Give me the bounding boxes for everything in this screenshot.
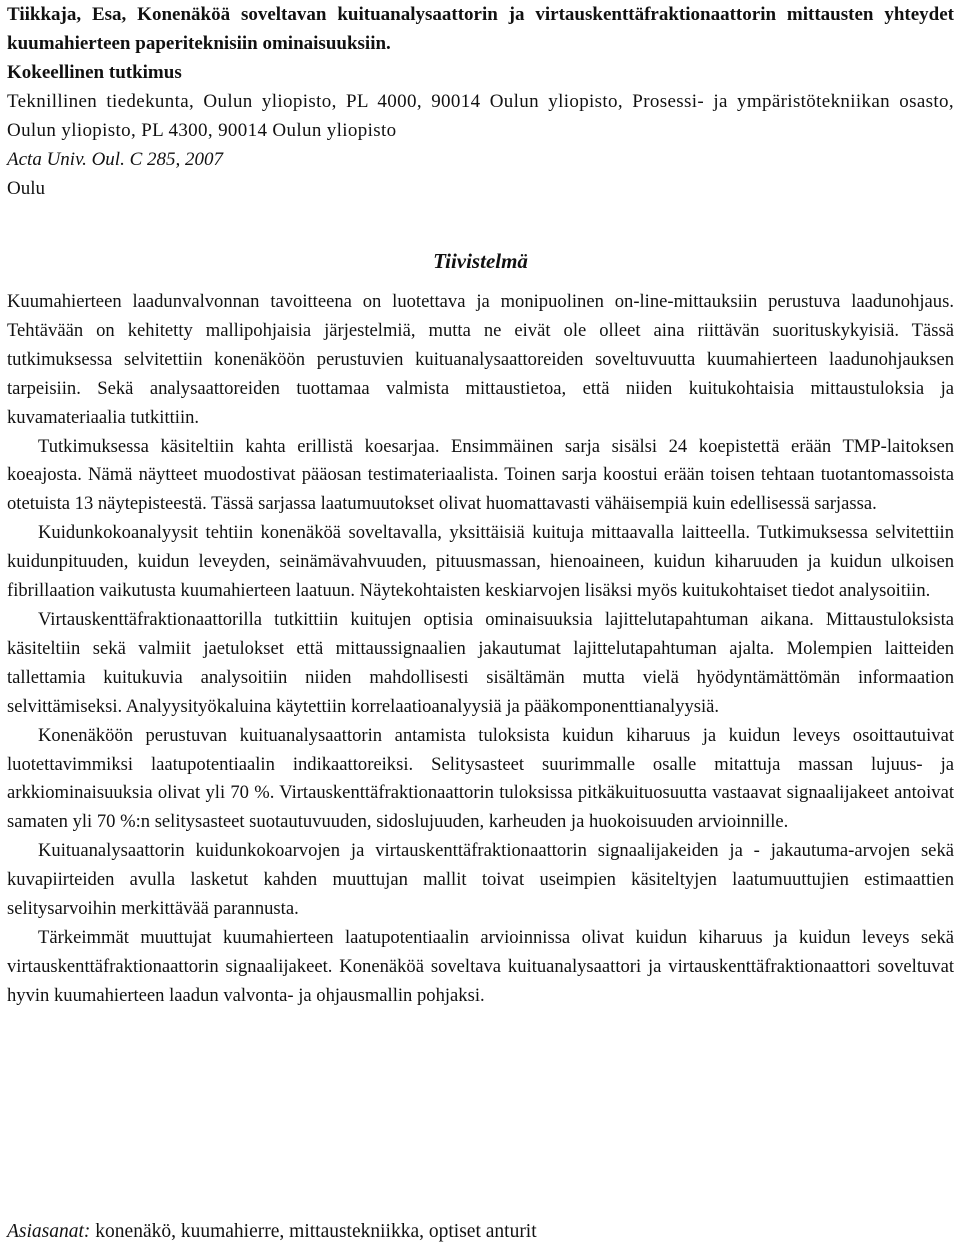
affiliation: Teknillinen tiedekunta, Oulun yliopisto, PL 4000, 90014 Oulun yliopisto, Prosessi- ja ympäristötekniikan osasto, Oulun yliopisto, PL 4300, 90014 Oulun yliopisto: [7, 91, 954, 141]
abstract-paragraph: Konenäköön perustuvan kuituanalysaattorin antamista tuloksista kuidun kiharuus ja kuidun leveys osoittautuivat luotettavimmiksi laatupotentiaalin indikaattoreiksi. Selitysasteet suurimmalle osalle mitattuja massan lujuus- ja arkkiominaisuuksia olivat yli 70 %. Virtauskenttäfraktionaattorin tuloksissa pitkäkuituosuutta vastaavat signaalijakeet antoivat samaten yli 70 %:n selitysasteet suotautuvuuden, sidoslujuuden, karheuden ja huokoisuuden arvioinnille.: [7, 724, 954, 833]
abstract-heading: Tiivistelmä: [433, 249, 528, 273]
abstract-paragraph: Kuidunkokoanalyysit tehtiin konenäköä soveltavalla, yksittäisiä kuituja mittaavalla laitteella. Tutkimuksessa selvitettiin kuidunpituuden, kuidun leveyden, seinämävahvuuden, pituusmassan, hienoaineen, kuidun kiharuuden ja kuidun ulkoisen fibrillaation vaikutusta kuumahierteen laatuun. Näytekohtaisten keskiarvojen lisäksi myös kuitukohtaiset tiedot analysoitiin.: [7, 522, 954, 602]
keywords-value: konenäkö, kuumahierre, mittaustekniikka, optiset anturit: [95, 1221, 537, 1242]
abstract-paragraph: Kuumahierteen laadunvalvonnan tavoitteena on luotettava ja monipuolinen on-line-mittauksiin perustuva laadunohjaus. Tehtävään on kehitetty mallipohjaisia järjestelmiä, mutta ne eivät ole olleet aina riittävän suorituskykyisiä. Tässä tutkimuksessa selvitettiin konenäköön perustuvien kuituanalysaattoreiden soveltuvuutta kuumahierteen laadunohjauksen tarpeisiin. Sekä analysaattoreiden tuottamaa valmista mittaustietoa, että niiden kuitukohtaisia mittaustuloksia ja kuvamateriaalia tutkittiin.: [7, 291, 954, 428]
publication-city: Oulu: [7, 178, 45, 199]
keywords-label: Asiasanat:: [7, 1221, 91, 1242]
document-subtitle: Kokeellinen tutkimus: [7, 62, 182, 83]
abstract-paragraph: Kuituanalysaattorin kuidunkokoarvojen ja virtauskenttäfraktionaattorin signaalijakeiden ja - jakautuma-arvojen sekä kuvapiirteiden avulla lasketut kahden muuttujan mallit toivat useimpien käsiteltyjen laatumuuttujien estimaattien selitysarvoihin merkittävää parannusta.: [7, 840, 954, 920]
abstract-paragraph: Tutkimuksessa käsiteltiin kahta erillistä koesarjaa. Ensimmäinen sarja sisälsi 24 koepistettä erään TMP-laitoksen koeajosta. Nämä näytteet muodostivat pääosan testimateriaalista. Toinen sarja koostui erään toisen tehtaan tuotantomassoista otetuista 13 näytepisteestä. Tässä sarjassa laatumuutokset olivat huomattavasti vähäisempiä kuin edellisessä sarjassa.: [7, 435, 954, 515]
keywords: [7, 1218, 537, 1246]
bibliographic-header: [7, 0, 954, 203]
abstract-paragraph: Tärkeimmät muuttujat kuumahierteen laatupotentiaalin arvioinnissa olivat kuidun kiharuus ja kuidun leveys sekä virtauskenttäfraktionaattorin signaalijakeet. Konenäköä soveltava kuituanalysaattori ja virtauskenttäfraktionaattori soveltuvat hyvin kuumahierteen laadun valvonta- ja ohjausmallin pohjaksi.: [7, 926, 954, 1006]
document-title: Tiikkaja, Esa, Konenäköä soveltavan kuituanalysaattorin ja virtauskenttäfraktionaattorin mittausten yhteydet kuumahierteen paperiteknisiin ominaisuuksiin.: [7, 4, 954, 54]
abstract-paragraph: Virtauskenttäfraktionaattorilla tutkittiin kuitujen optisia ominaisuuksia lajittelutapahtuman aikana. Mittaustuloksista käsiteltiin sekä valmiit jaetulokset että mittaussignaalien jakautumat lajittelutapahtuman ajalta. Molempien laitteiden tallettamia kuitukuvia analysoitiin niiden mahdollisesti sisältämän mutta vielä hyödyntämättömän informaation selvittämiseksi. Analyysityökaluina käytettiin korrelaatioanalyysiä ja pääkomponenttianalyysiä.: [7, 608, 954, 717]
abstract-body: [7, 288, 954, 1011]
series-reference: Acta Univ. Oul. C 285, 2007: [7, 149, 224, 170]
